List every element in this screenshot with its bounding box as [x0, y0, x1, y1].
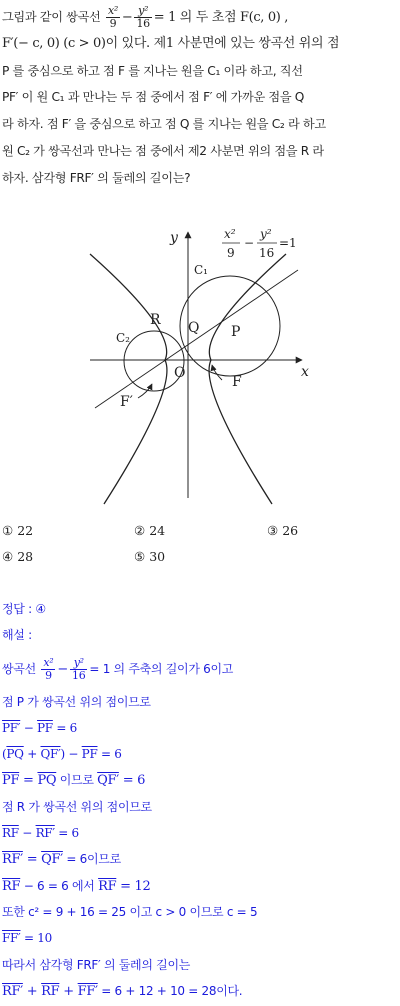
minus-sign: − — [57, 661, 69, 677]
frac-num: x² — [43, 655, 54, 669]
solution-line-7 — [2, 820, 398, 846]
operator: = 10 — [20, 931, 52, 946]
label-r: R — [150, 312, 161, 328]
problem-line-2: F′(− c, 0) (c > 0)이 있다. 제1 사분면에 있는 쌍곡선 위의 점 — [2, 35, 340, 51]
segment: $\overline{PF}$ — [37, 720, 53, 735]
eq-den-2: 16 — [259, 246, 275, 260]
frac-num: y² — [70, 657, 87, 670]
operator: ( — [2, 747, 7, 762]
operator: = 6 — [54, 826, 79, 841]
segment: $\overline{PF}$ — [81, 747, 98, 762]
fraction-y2-over-16 — [70, 657, 87, 682]
operator: + — [22, 983, 42, 999]
choice-1[interactable] — [2, 518, 33, 544]
label-y-axis: y — [170, 230, 178, 246]
hyperbola-left-branch — [90, 254, 167, 504]
solution-text: = 1 의 주축의 길이가 6이고 — [89, 661, 234, 676]
segment: QF′ — [40, 747, 61, 762]
operator: ) − — [60, 747, 82, 762]
figure-svg — [0, 222, 400, 512]
choice-mark: ① — [2, 523, 14, 538]
choice-mark: ⑤ — [134, 549, 146, 564]
solution-line-11 — [2, 925, 398, 951]
choice-row-2 — [2, 544, 398, 570]
choice-value: 30 — [149, 549, 166, 564]
segment: QF′ — [41, 852, 63, 868]
problem-line-4: PF′ 이 원 C₁ 과 만나는 두 점 중에서 점 F′ 에 가까운 점을 Q — [2, 90, 305, 105]
frac-num: y² — [134, 5, 151, 18]
minus-sign: − — [121, 10, 133, 25]
segment: FF′ — [77, 983, 98, 999]
fraction-x2-over-9 — [106, 5, 120, 30]
segment: $\overline{RF}$ — [2, 878, 21, 894]
choice-5[interactable] — [134, 544, 165, 570]
solution-text: = 6이므로 — [62, 852, 121, 867]
operator: − — [20, 720, 38, 735]
fraction-x2-over-9 — [41, 657, 55, 682]
eq-minus: − — [244, 236, 255, 250]
segment: PF′ — [2, 720, 21, 735]
eq-num-2: y² — [260, 227, 272, 241]
operator: + — [59, 983, 78, 999]
operator: = 6 — [118, 773, 146, 789]
choice-4[interactable] — [2, 544, 33, 570]
label-c1: C₁ — [194, 263, 208, 277]
segment: $\overline{PF}$ — [2, 773, 20, 789]
frac-den: 16 — [72, 668, 86, 682]
eq-rhs: =1 — [279, 236, 297, 250]
solution-line-13 — [2, 978, 398, 1004]
solution-line-12: 따라서 삼각형 FRF′ 의 둘레의 길이는 — [2, 957, 191, 972]
problem-line-6: 원 C₂ 가 쌍곡선과 만나는 점 중에서 제2 사분면 위의 점을 R 라 — [2, 143, 324, 158]
operator: + — [23, 747, 41, 762]
arrow-to-f — [212, 365, 222, 380]
solution-line-3 — [2, 715, 398, 741]
choice-value: 26 — [282, 523, 299, 538]
segment: $\overline{PQ}$ — [6, 747, 24, 762]
problem-statement — [2, 4, 398, 192]
operator: − — [18, 826, 36, 841]
choice-mark: ④ — [2, 549, 14, 564]
answer-choices — [2, 518, 398, 570]
label-p: P — [231, 324, 241, 340]
operator: = — [19, 773, 38, 789]
solution-text: − 6 = 6 에서 — [20, 878, 99, 893]
frac-den: 9 — [45, 668, 52, 682]
solution-text: = 6 + 12 + 10 = 28이다. — [97, 983, 243, 998]
choice-value: 22 — [17, 523, 34, 538]
solution-line-5 — [2, 767, 398, 793]
problem-text: 그림과 같이 쌍곡선 — [2, 10, 101, 24]
segment: FF′ — [2, 931, 21, 946]
operator: = 6 — [97, 747, 122, 762]
solution-line-9 — [2, 873, 398, 899]
choice-3[interactable] — [267, 518, 298, 544]
problem-text: = 1 의 두 초점 F(c, 0) , — [153, 10, 289, 25]
frac-den: 9 — [109, 17, 117, 30]
choice-value: 24 — [149, 523, 166, 538]
solution-line-2: 점 P 가 쌍곡선 위의 점이므로 — [2, 694, 151, 709]
eq-den-1: 9 — [227, 246, 235, 260]
solution-line-10: 또한 c² = 9 + 16 = 25 이고 c > 0 이므로 c = 5 — [2, 904, 258, 919]
segment: RF′ — [2, 852, 23, 868]
choice-row-1 — [2, 518, 398, 544]
solution — [2, 596, 398, 1004]
operator: = 6 — [52, 720, 77, 735]
fraction-y2-over-16 — [134, 5, 151, 30]
label-q: Q — [188, 320, 200, 336]
eq-num-1: x² — [224, 227, 236, 241]
segment: RF′ — [35, 826, 55, 841]
operator: = — [22, 852, 42, 868]
solution-text: 이므로 — [56, 773, 98, 788]
label-f: F — [232, 374, 242, 390]
segment: $\overline{RF}$ — [41, 983, 60, 999]
segment: $\overline{RF}$ — [98, 878, 117, 894]
choice-value: 28 — [17, 549, 34, 564]
label-x-axis: x — [301, 364, 309, 380]
solution-line-6: 점 R 가 쌍곡선 위의 점이므로 — [2, 799, 152, 814]
segment: $\overline{RF}$ — [2, 826, 19, 841]
solution-text: 쌍곡선 — [2, 661, 36, 676]
problem-line-5: 라 하자. 점 F′ 을 중심으로 하고 점 Q 를 지나는 원을 C₂ 라 하고 — [2, 117, 326, 132]
solution-line-8 — [2, 846, 398, 872]
answer-line: 정답 : ④ — [2, 602, 46, 616]
label-c2: C₂ — [116, 331, 130, 345]
segment: $\overline{PQ}$ — [37, 773, 57, 789]
solution-line-4 — [2, 741, 398, 767]
problem-line-7: 하자. 삼각형 FRF′ 의 둘레의 길이는? — [2, 170, 191, 185]
explanation-heading: 해설 : — [2, 628, 32, 643]
operator: = 12 — [116, 878, 151, 894]
segment: QF′ — [97, 773, 119, 789]
problem-line-1 — [2, 4, 398, 31]
choice-mark: ③ — [267, 523, 279, 538]
label-o: O — [174, 365, 186, 381]
solution-line-1 — [2, 649, 398, 689]
choice-2[interactable] — [134, 518, 165, 544]
choice-mark: ② — [134, 523, 146, 538]
segment: RF′ — [2, 983, 23, 999]
hyperbola-figure — [0, 222, 400, 512]
problem-line-3: P 를 중심으로 하고 점 F 를 지나는 원을 C₁ 이라 하고, 직선 — [2, 63, 303, 78]
frac-den: 16 — [136, 17, 150, 30]
label-f-prime: F′ — [120, 394, 133, 410]
frac-num: x² — [107, 4, 118, 17]
